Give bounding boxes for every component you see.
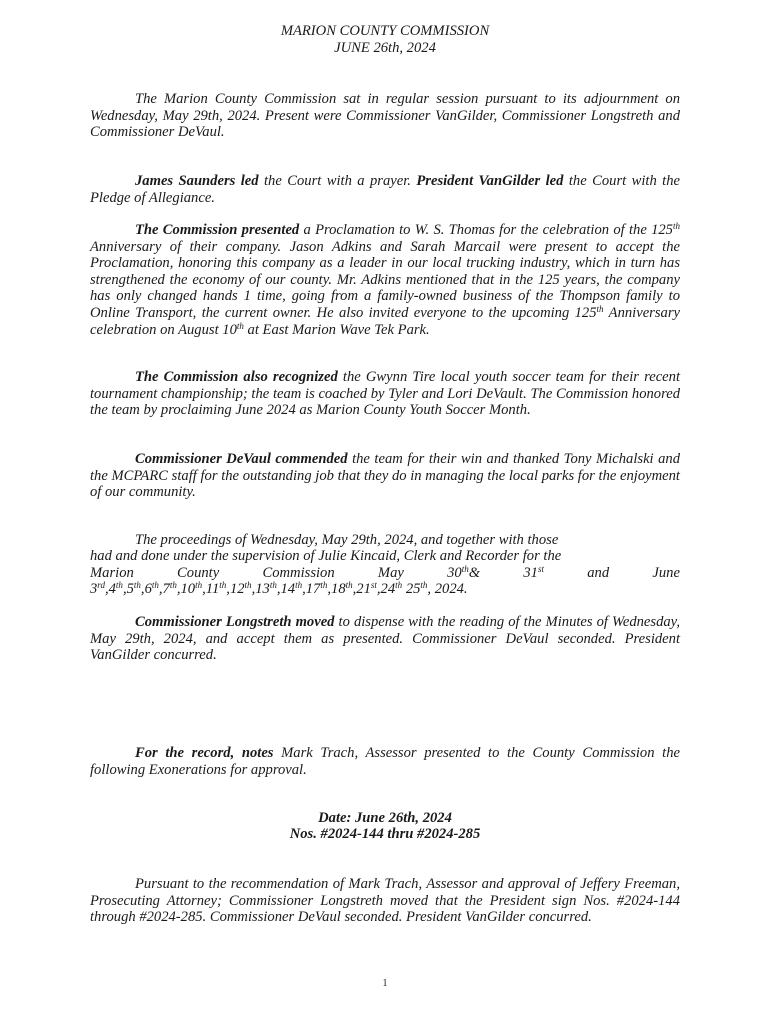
superscript: th xyxy=(269,580,277,590)
separator: , xyxy=(104,581,109,597)
bold-phrase: President VanGilder led xyxy=(416,173,564,189)
bold-phrase: For the record, notes xyxy=(135,745,274,761)
word: June xyxy=(652,565,680,581)
date-number: 18 xyxy=(331,581,346,597)
word: County xyxy=(177,565,220,581)
proceedings-line-1: The proceedings of Wednesday, May 29th, 2024, and together with those xyxy=(135,532,559,548)
ampersand: & xyxy=(468,565,481,581)
superscript: th xyxy=(169,580,177,590)
superscript: th xyxy=(672,221,680,231)
year-suffix: , 2024. xyxy=(427,581,468,597)
bold-phrase: The Commission also recognized xyxy=(135,369,338,385)
separator: , xyxy=(352,581,357,597)
bold-phrase: The Commission presented xyxy=(135,222,300,238)
separator: , xyxy=(327,581,332,597)
paragraph-soccer xyxy=(90,369,680,419)
separator: , xyxy=(251,581,256,597)
word-date-31 xyxy=(523,565,544,582)
superscript: th xyxy=(219,580,227,590)
superscript: th xyxy=(295,580,303,590)
date-number: 25 xyxy=(405,581,421,597)
date-number: 6 xyxy=(144,581,152,597)
proceedings-line-2: had and done under the supervision of Julie Kincaid, Clerk and Recorder for the xyxy=(90,548,562,564)
bold-phrase: Commissioner DeVaul commended xyxy=(135,451,348,467)
day: 30 xyxy=(447,565,462,581)
exoneration-date: Date: June 26th, 2024 xyxy=(318,810,452,826)
document-date: JUNE 26th, 2024 xyxy=(334,40,436,56)
date-number: 24 xyxy=(380,581,396,597)
word-date-30 xyxy=(447,565,480,582)
word: May xyxy=(377,565,404,581)
date-number: 5 xyxy=(126,581,134,597)
date-number: 10 xyxy=(180,581,196,597)
superscript: th xyxy=(195,580,203,590)
page-number: 1 xyxy=(382,978,388,989)
text-run: Anniversary of their company. Jason Adkins and Sarah Marcail were present to accept the Proclamation, honoring this company as a leader in our local trucking industry, which in turn has strengthened the economy of our county. Mr. Adkins mentioned that in the 125 years, the company has only changed hands 1 time, going from a family-owned business of the Thompson family to Online Transport, the current owner. He also invited everyone to the upcoming 125 xyxy=(90,238,680,321)
text-run: the team for their win and thanked Tony Michalski and the MCPARC staff for the outstanding job that they do in managing the local parks for the enjoyment of our community. xyxy=(90,451,681,501)
text-run: a Proclamation to W. S. Thomas for the celebration of the 125 xyxy=(299,222,673,238)
paragraph-prayer xyxy=(90,173,680,206)
date-number: 7 xyxy=(162,581,170,597)
paragraph-pursuant: Pursuant to the recommendation of Mark Trach, Assessor and approval of Jeffery Freeman, Prosecuting Attorney; Commissioner Longstreth moved that the President sign Nos. #2024-144 through #2024-285. Commissioner DeVaul seconded. President VanGilder concurred. xyxy=(90,876,680,926)
separator: , xyxy=(158,581,163,597)
date-number: 11 xyxy=(205,581,220,597)
day: 31 xyxy=(523,565,538,581)
separator: , xyxy=(176,581,181,597)
date-number: 14 xyxy=(280,581,296,597)
superscript: th xyxy=(420,580,428,590)
text-run: the Court with a prayer. xyxy=(258,173,417,189)
superscript: th xyxy=(345,580,353,590)
superscript: th xyxy=(236,320,244,331)
date-number: 4 xyxy=(108,581,116,597)
superscript: th xyxy=(461,564,469,574)
exoneration-numbers: Nos. #2024-144 thru #2024-285 xyxy=(289,826,481,842)
superscript: th xyxy=(596,303,604,314)
paragraph-proclamation xyxy=(90,222,680,338)
proceedings-line-3 xyxy=(90,565,680,582)
superscript: rd xyxy=(97,580,105,590)
text-run: Mark Trach, Assessor presented to the County Commission the following Exonerations for approval. xyxy=(90,745,680,778)
document-title: MARION COUNTY COMMISSION xyxy=(280,23,490,39)
word: Marion xyxy=(90,565,134,581)
text-run: at East Marion Wave Tek Park. xyxy=(243,321,430,338)
separator: , xyxy=(376,581,381,597)
text-run: Anniversary celebration on August 10 xyxy=(90,304,680,338)
superscript: th xyxy=(151,580,159,590)
bold-phrase: Commissioner Longstreth moved xyxy=(135,614,335,630)
superscript: st xyxy=(370,580,377,590)
superscript: th xyxy=(244,580,252,590)
proceedings-line-4 xyxy=(90,581,680,598)
separator: , xyxy=(140,581,145,597)
text-run: the Court with the Pledge of Allegiance. xyxy=(90,173,680,206)
date-number: 13 xyxy=(255,581,270,597)
separator: , xyxy=(226,581,230,597)
paragraph-minutes xyxy=(90,614,680,664)
superscript: th xyxy=(133,580,141,590)
paragraph-commended xyxy=(90,451,680,501)
bold-phrase: James Saunders led xyxy=(135,173,259,189)
date-number: 21 xyxy=(356,581,371,597)
superscript: th xyxy=(395,580,403,590)
paragraph-session: The Marion County Commission sat in regular session pursuant to its adjournment on Wednesday, May 29th, 2024. Present were Commissioner VanGilder, Commissioner Longstreth and Commissioner DeVaul. xyxy=(90,91,680,141)
text-run: to dispense with the reading of the Minutes of Wednesday, May 29th, 2024, and accept them as presented. Commissioner DeVaul seconded. President VanGilder concurred. xyxy=(90,614,680,664)
separator: , xyxy=(122,581,127,597)
superscript: th xyxy=(320,580,328,590)
date-number: 17 xyxy=(305,581,321,597)
superscript: st xyxy=(537,564,544,574)
paragraph-record xyxy=(90,745,680,778)
separator: , xyxy=(302,581,306,597)
date-number: 12 xyxy=(229,581,245,597)
word: and xyxy=(587,565,610,581)
superscript: th xyxy=(115,580,123,590)
word: Commission xyxy=(262,565,335,581)
text-run: the Gwynn Tire local youth soccer team for their recent tournament championship; the team is coached by Tyler and Lori DeVault. The Commission honored the team by proclaiming June 2024 as Marion County Youth Soccer Month. xyxy=(90,369,681,419)
separator: , xyxy=(276,581,281,597)
separator: , xyxy=(202,581,206,597)
date-number: 3 xyxy=(90,581,98,597)
